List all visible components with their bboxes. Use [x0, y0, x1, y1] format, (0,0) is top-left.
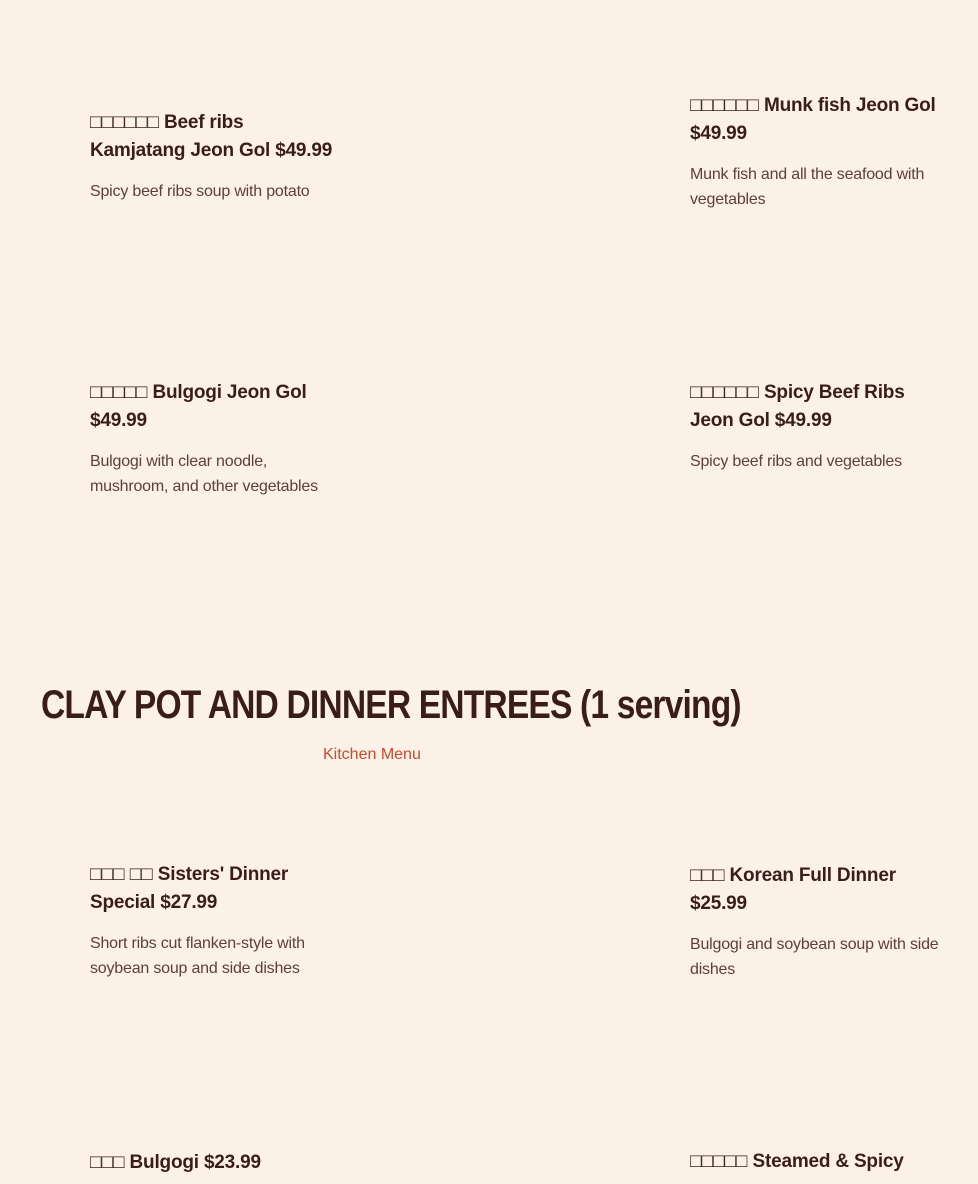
menu-item-title	[90, 109, 340, 165]
item-price: $49.99	[275, 140, 333, 161]
menu-item-description: Short ribs cut flanken-style with soybean soup and side dishes	[90, 935, 305, 977]
korean-name: □□□	[690, 865, 725, 886]
item-price: $49.99	[90, 410, 147, 431]
menu-item-description: Bulgogi and soybean soup with side dishes	[690, 936, 939, 978]
menu-item-spicy-beef-ribs-jeon-gol	[690, 379, 940, 474]
item-name: Munk fish Jeon Gol	[763, 95, 936, 116]
menu-item-munk-fish-jeon-gol	[690, 92, 940, 212]
menu-item-description: Spicy beef ribs soup with potato	[90, 183, 310, 200]
menu-item-title	[90, 379, 340, 435]
menu-item-title	[690, 1148, 940, 1176]
menu-item-title	[90, 861, 340, 917]
item-price: $27.99	[160, 892, 218, 913]
kitchen-menu-link[interactable]: Kitchen Menu	[323, 746, 421, 763]
menu-item-description: Spicy beef ribs and vegetables	[690, 453, 902, 470]
korean-name: □□□□□□	[690, 382, 759, 403]
item-name: Steamed & Spicy	[752, 1151, 904, 1172]
menu-item-description: Munk fish and all the seafood with vegetables	[690, 166, 925, 208]
korean-name: □□□ □□	[90, 864, 153, 885]
item-price: $25.99	[690, 893, 747, 914]
menu-item-korean-full-dinner	[690, 862, 940, 982]
menu-item-title	[690, 862, 940, 918]
item-name: Korean Full Dinner	[729, 865, 896, 886]
menu-item-bulgogi-jeon-gol	[90, 379, 340, 499]
item-name: Bulgogi	[129, 1152, 199, 1173]
korean-name: □□□□□	[90, 382, 148, 403]
korean-name: □□□□□□	[90, 112, 159, 133]
item-name: Spicy Beef Ribs Jeon Gol	[690, 382, 905, 431]
menu-item-steamed-spicy	[690, 1148, 940, 1176]
korean-name: □□□□□	[690, 1151, 748, 1172]
menu-item-sisters-dinner-special	[90, 861, 340, 981]
section-title: CLAY POT AND DINNER ENTREES (1 serving)	[41, 683, 741, 727]
menu-item-title	[90, 1149, 340, 1177]
menu-item-beef-ribs-kamjatang	[90, 109, 340, 204]
item-name: Sisters' Dinner Special	[90, 864, 289, 913]
item-price: $23.99	[203, 1152, 261, 1173]
korean-name: □□□□□□	[690, 95, 759, 116]
korean-name: □□□	[90, 1152, 125, 1173]
item-name: Bulgogi Jeon Gol	[152, 382, 307, 403]
item-price: $49.99	[774, 410, 832, 431]
menu-item-title	[690, 379, 940, 435]
menu-item-title	[690, 92, 940, 148]
menu-item-bulgogi	[90, 1149, 340, 1177]
item-name: Beef ribs Kamjatang Jeon Gol	[90, 112, 271, 161]
item-price: $49.99	[690, 123, 747, 144]
menu-item-description: Bulgogi with clear noodle, mushroom, and other vegetables	[90, 453, 318, 495]
